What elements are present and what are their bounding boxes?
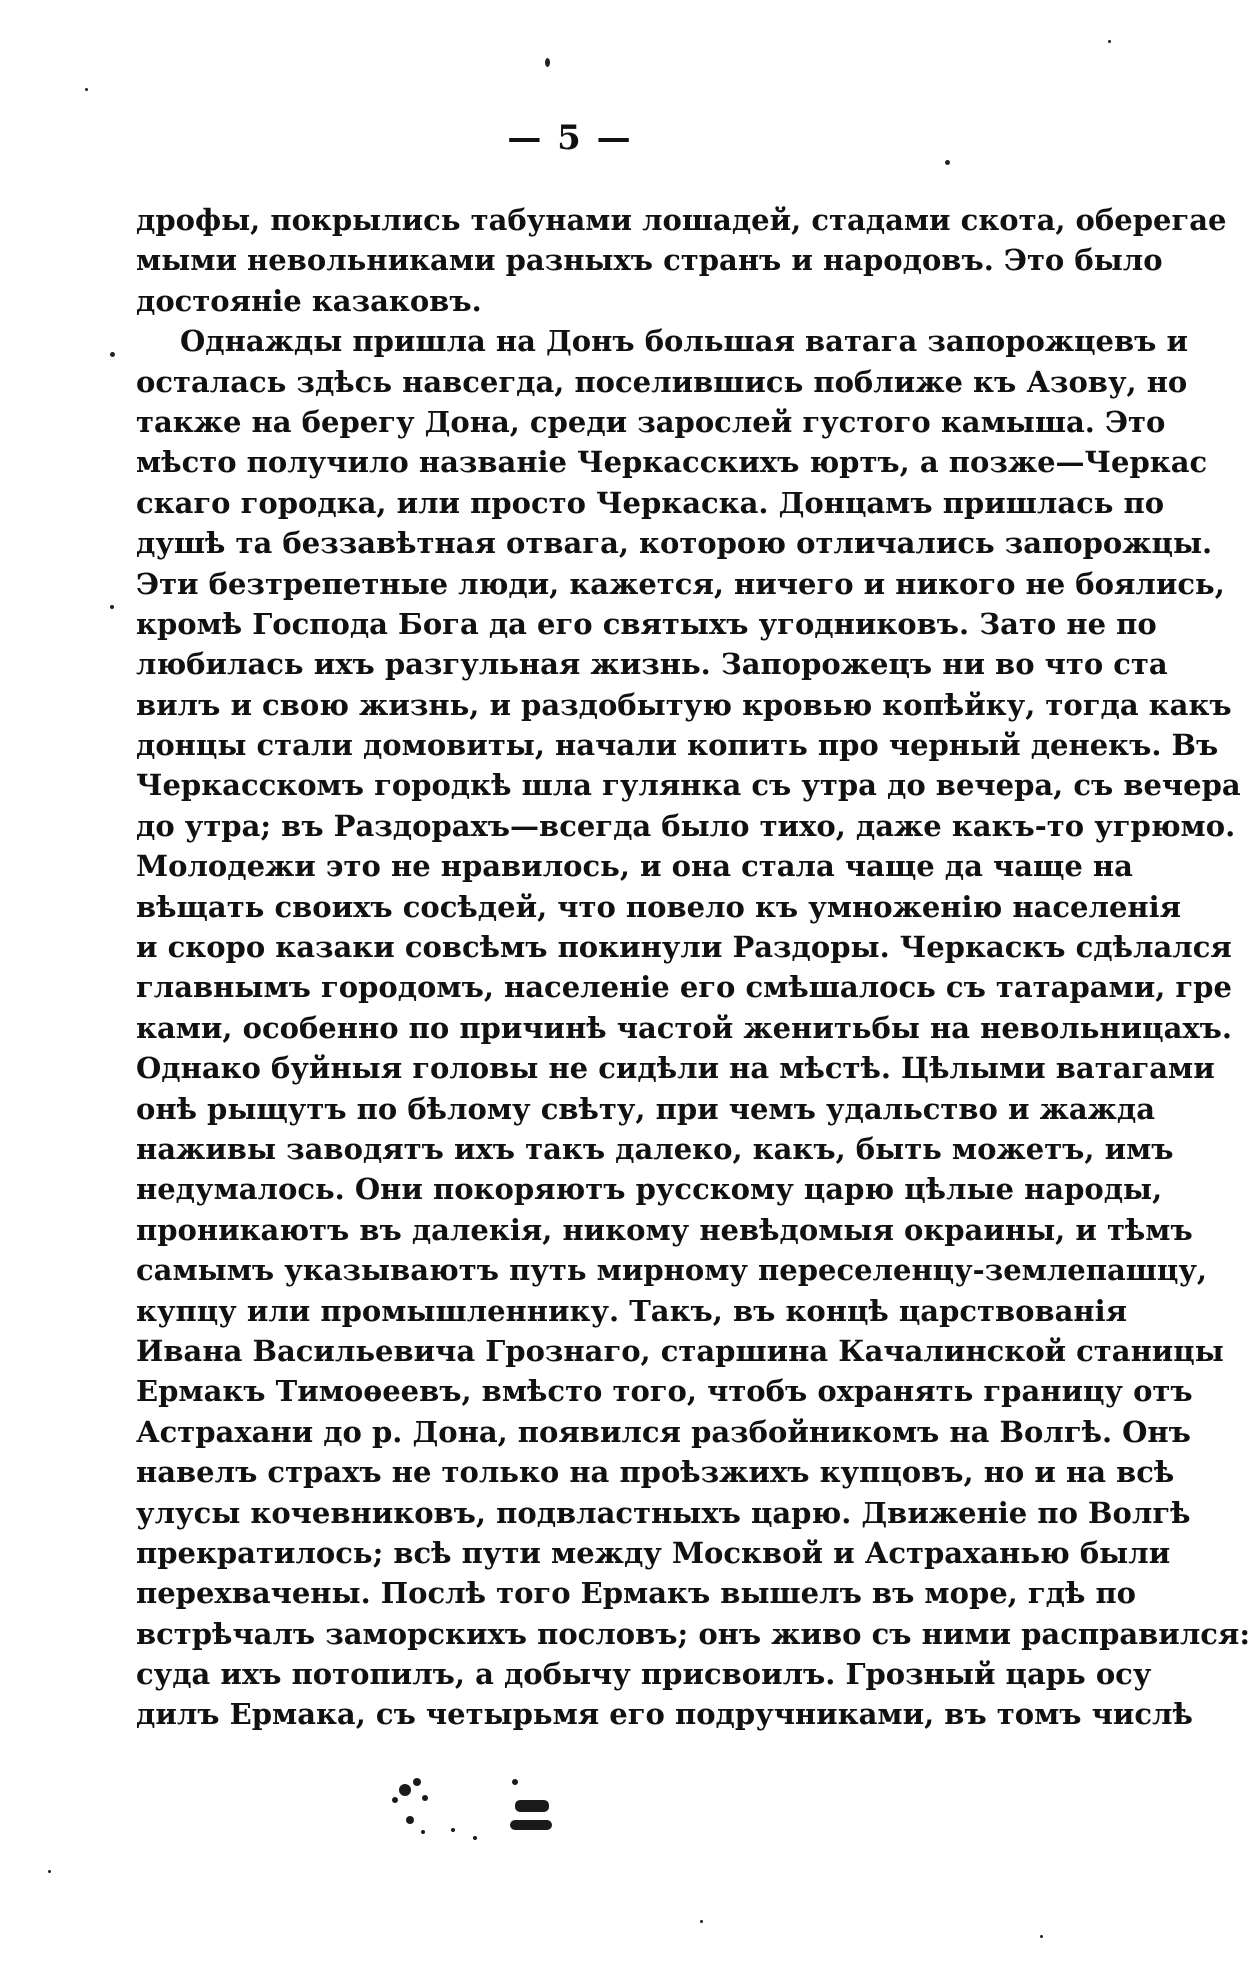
text-line: прекратилось; всѣ пути между Москвой и Астраханью были [136, 1535, 1171, 1570]
ink-blot [365, 1760, 585, 1850]
text-line: вѣщать своихъ сосѣдей, что повело къ умноженію населенія [136, 889, 1182, 924]
text-line: мыми невольниками разныхъ странъ и народовъ. Это было [136, 243, 1163, 278]
text-line: мѣсто получило названіе Черкасскихъ юртъ, а позже—Черкас [136, 445, 1208, 480]
text-line: главнымъ городомъ, населеніе его смѣшалось съ татарами, гре [136, 970, 1232, 1005]
text-line: до утра; въ Раздорахъ—всегда было тихо, даже какъ-то угрюмо. [136, 808, 1236, 843]
text-line: также на берегу Дона, среди зарослей густого камыша. Это [136, 404, 1166, 439]
text-line: достояніе казаковъ. [136, 283, 482, 318]
ink-speck [700, 1920, 703, 1923]
text-line: кромѣ Господа Бога да его святыхъ угодниковъ. Зато не по [136, 606, 1157, 641]
text-line: осталась здѣсь навсегда, поселившись поближе къ Азову, но [136, 364, 1188, 399]
text-line: самымъ указываютъ путь мирному переселенцу-землепашцу, [136, 1253, 1208, 1288]
body-text [136, 200, 1250, 1735]
text-line: перехвачены. Послѣ того Ермакъ вышелъ въ море, гдѣ по [136, 1576, 1137, 1611]
text-line: улусы кочевниковъ, подвластныхъ царю. Движеніе по Волгѣ [136, 1495, 1191, 1530]
ink-speck [1108, 40, 1111, 43]
ink-speck [48, 1870, 51, 1873]
ink-speck [110, 605, 114, 609]
text-line: донцы стали домовиты, начали копить про черный денекъ. Въ [136, 728, 1219, 763]
text-line: душѣ та беззавѣтная отвага, которою отличались запорожцы. [136, 526, 1213, 561]
text-line: скаго городка, или просто Черкаска. Донцамъ пришлась по [136, 485, 1165, 520]
text-line: дилъ Ермака, съ четырьмя его подручниками, въ томъ числѣ [136, 1697, 1193, 1732]
text-line: Черкасскомъ городкѣ шла гулянка съ утра до вечера, съ вечера [136, 768, 1241, 803]
text-line: дрофы, покрылись табунами лошадей, стадами скота, оберегае [136, 203, 1227, 237]
text-line: ками, особенно по причинѣ частой женитьбы на невольницахъ. [136, 1010, 1232, 1045]
text-line: Однако буйныя головы не сидѣли на мѣстѣ. Цѣлыми ватагами [136, 1051, 1215, 1086]
text-line: встрѣчалъ заморскихъ пословъ; онъ живо съ ними расправился: [136, 1616, 1250, 1651]
text-line: Ивана Васильевича Грознаго, старшина Качалинской станицы [136, 1333, 1224, 1368]
text-line: Эти безтрепетные люди, кажется, ничего и никого не боялись, [136, 566, 1225, 601]
text-line: любилась ихъ разгульная жизнь. Запорожецъ ни во что ста [136, 647, 1168, 682]
text-line: онѣ рыщутъ по бѣлому свѣту, при чемъ удальство и жажда [136, 1091, 1156, 1126]
text-line: Молодежи это не нравилось, и она стала чаще да чаще на [136, 849, 1133, 884]
text-line: навелъ страхъ не только на проѣзжихъ купцовъ, но и на всѣ [136, 1455, 1175, 1490]
text-line: и скоро казаки совсѣмъ покинули Раздоры. Черкаскъ сдѣлался [136, 930, 1232, 965]
ink-speck [545, 58, 550, 67]
text-line: суда ихъ потопилъ, а добычу присвоилъ. Грозный царь осу [136, 1657, 1152, 1692]
page-number: — 5 — [507, 118, 633, 158]
text-line: проникаютъ въ далекія, никому невѣдомыя окраины, и тѣмъ [136, 1212, 1193, 1247]
text-line: Астрахани до р. Дона, появился разбойникомъ на Волгѣ. Онъ [136, 1414, 1191, 1449]
text-line: вилъ и свою жизнь, и раздобытую кровью копѣйку, тогда какъ [136, 687, 1232, 722]
ink-speck [1040, 1935, 1043, 1938]
paragraph-first-line: Однажды пришла на Донъ большая ватага запорожцевъ и [180, 324, 1189, 359]
text-line: купцу или промышленнику. Такъ, въ концѣ царствованія [136, 1293, 1128, 1328]
text-line: недумалось. Они покоряютъ русскому царю цѣлые народы, [136, 1172, 1163, 1207]
ink-speck [945, 160, 950, 165]
ink-speck [85, 88, 88, 91]
text-line: Ермакъ Тимоѳеевъ, вмѣсто того, чтобъ охранять границу отъ [136, 1374, 1193, 1409]
ink-speck [110, 352, 115, 357]
text-line: наживы заводятъ ихъ такъ далеко, какъ, быть можетъ, имъ [136, 1131, 1174, 1166]
